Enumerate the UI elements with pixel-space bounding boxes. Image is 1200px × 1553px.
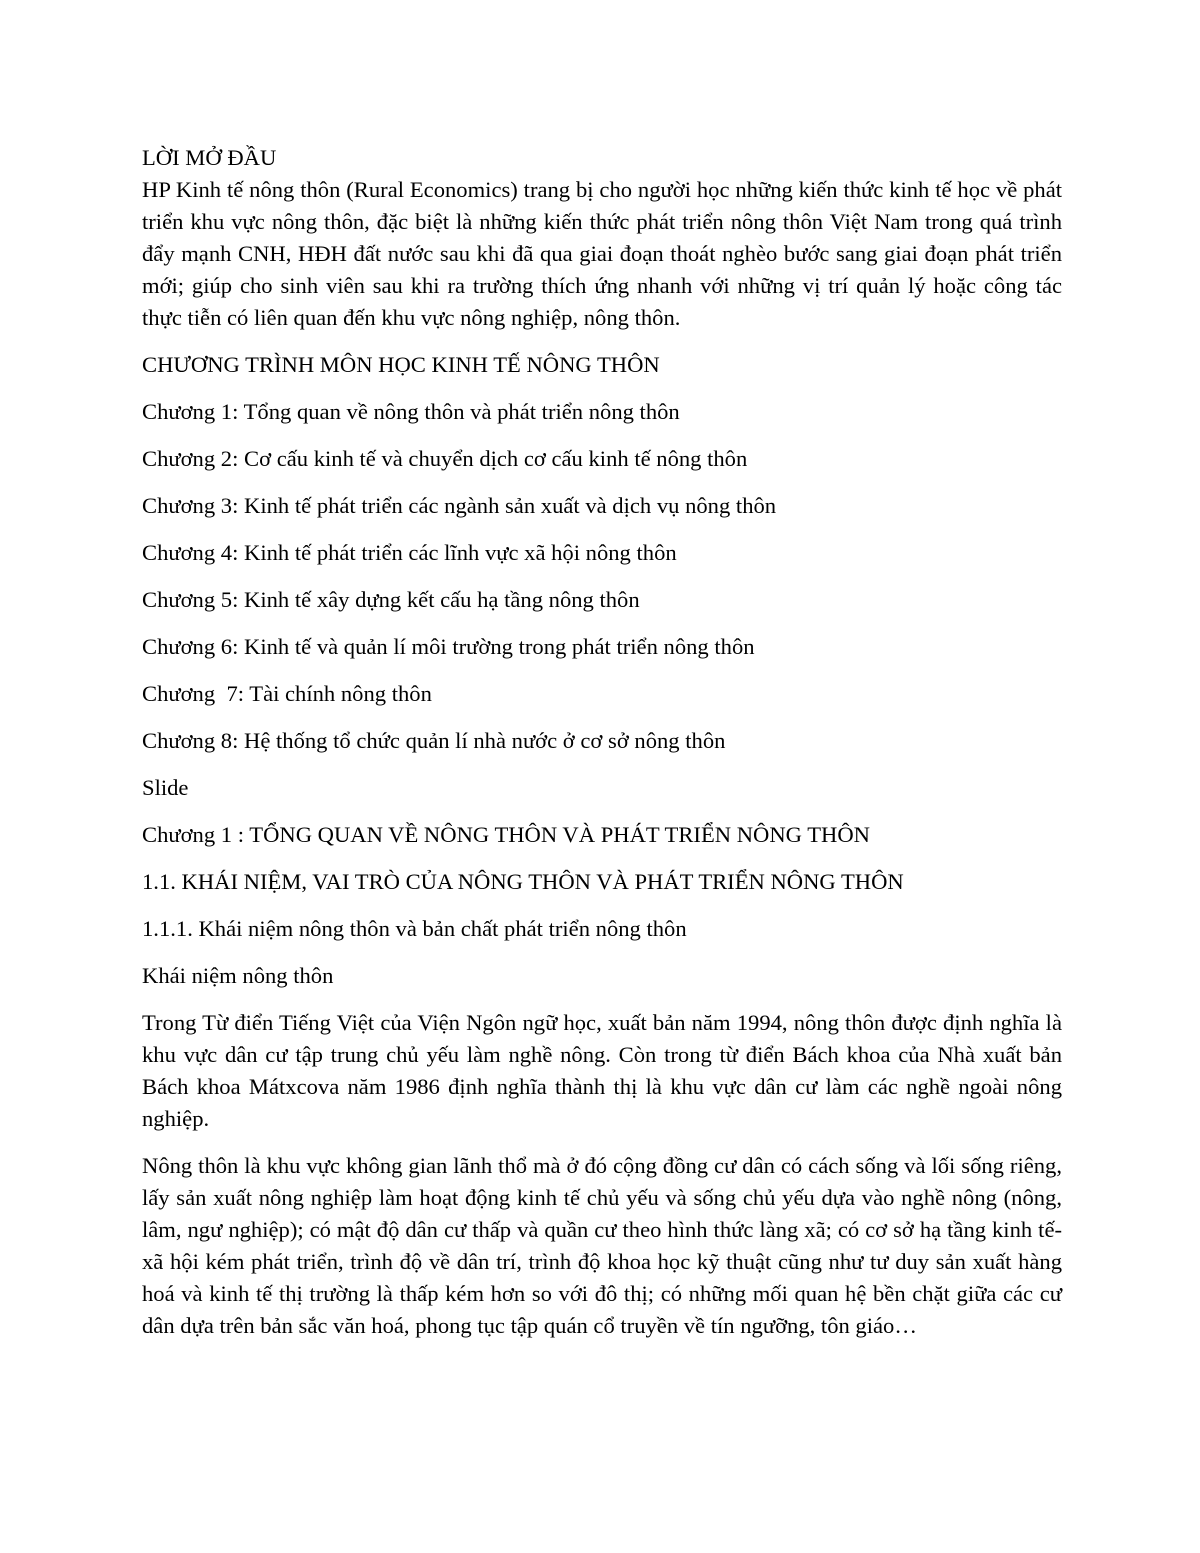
subheading-concept: Khái niệm nông thôn bbox=[142, 963, 334, 988]
chapter-item-6: Chương 6: Kinh tế và quản lí môi trường trong phát triển nông thôn bbox=[142, 634, 755, 659]
slide-label: Slide bbox=[142, 775, 189, 800]
paragraph-definition: Nông thôn là khu vực không gian lãnh thổ mà ở đó cộng đồng cư dân có cách sống và lối sống riêng, lấy sản xuất nông nghiệp làm hoạt động kinh tế chủ yếu và sống chủ yếu dựa vào nghề nông (nông, lâm, ngư nghiệp); có mật độ dân cư thấp và quần cư theo hình thức làng xã; có cơ sở hạ tầng kinh tế- xã hội kém phát triển, trình độ về dân trí, trình độ khoa học kỹ thuật cũng như tư duy sản xuất hàng hoá và kinh tế thị trường là thấp kém hơn so với đô thị; có những mối quan hệ bền chặt giữa các cư dân dựa trên bản sắc văn hoá, phong tục tập quán cổ truyền về tín ngưỡng, tôn giáo… bbox=[142, 1153, 1062, 1338]
chapter-item-7: Chương 7: Tài chính nông thôn bbox=[142, 681, 432, 706]
chapter-item-1: Chương 1: Tổng quan về nông thôn và phát triển nông thôn bbox=[142, 399, 680, 424]
document-page bbox=[142, 142, 1062, 1342]
chapter-item-8: Chương 8: Hệ thống tổ chức quản lí nhà nước ở cơ sở nông thôn bbox=[142, 728, 726, 753]
program-heading: CHƯƠNG TRÌNH MÔN HỌC KINH TẾ NÔNG THÔN bbox=[142, 352, 660, 377]
section-heading-1-1-1: 1.1.1. Khái niệm nông thôn và bản chất phát triển nông thôn bbox=[142, 916, 687, 941]
chapter-item-4: Chương 4: Kinh tế phát triển các lĩnh vực xã hội nông thôn bbox=[142, 540, 677, 565]
chapter-item-2: Chương 2: Cơ cấu kinh tế và chuyển dịch cơ cấu kinh tế nông thôn bbox=[142, 446, 748, 471]
paragraph-dictionary: Trong Từ điển Tiếng Việt của Viện Ngôn ngữ học, xuất bản năm 1994, nông thôn được định nghĩa là khu vực dân cư tập trung chủ yếu làm nghề nông. Còn trong từ điển Bách khoa của Nhà xuất bản Bách khoa Mátxcova năm 1986 định nghĩa thành thị là khu vực dân cư làm các nghề ngoài nông nghiệp. bbox=[142, 1010, 1062, 1131]
intro-heading: LỜI MỞ ĐẦU bbox=[142, 145, 277, 170]
chapter-item-3: Chương 3: Kinh tế phát triển các ngành sản xuất và dịch vụ nông thôn bbox=[142, 493, 777, 518]
chapter-item-5: Chương 5: Kinh tế xây dựng kết cấu hạ tầng nông thôn bbox=[142, 587, 640, 612]
section-heading-1-1: 1.1. KHÁI NIỆM, VAI TRÒ CỦA NÔNG THÔN VÀ PHÁT TRIỂN NÔNG THÔN bbox=[142, 869, 904, 894]
intro-paragraph: HP Kinh tế nông thôn (Rural Economics) trang bị cho người học những kiến thức kinh tế học về phát triển khu vực nông thôn, đặc biệt là những kiến thức phát triển nông thôn Việt Nam trong quá trình đẩy mạnh CNH, HĐH đất nước sau khi đã qua giai đoạn thoát nghèo bước sang giai đoạn phát triển mới; giúp cho sinh viên sau khi ra trường thích ứng nhanh với những vị trí quản lý hoặc công tác thực tiễn có liên quan đến khu vực nông nghiệp, nông thôn. bbox=[142, 177, 1062, 330]
chapter-1-title: Chương 1 : TỔNG QUAN VỀ NÔNG THÔN VÀ PHÁT TRIỂN NÔNG THÔN bbox=[142, 822, 870, 847]
